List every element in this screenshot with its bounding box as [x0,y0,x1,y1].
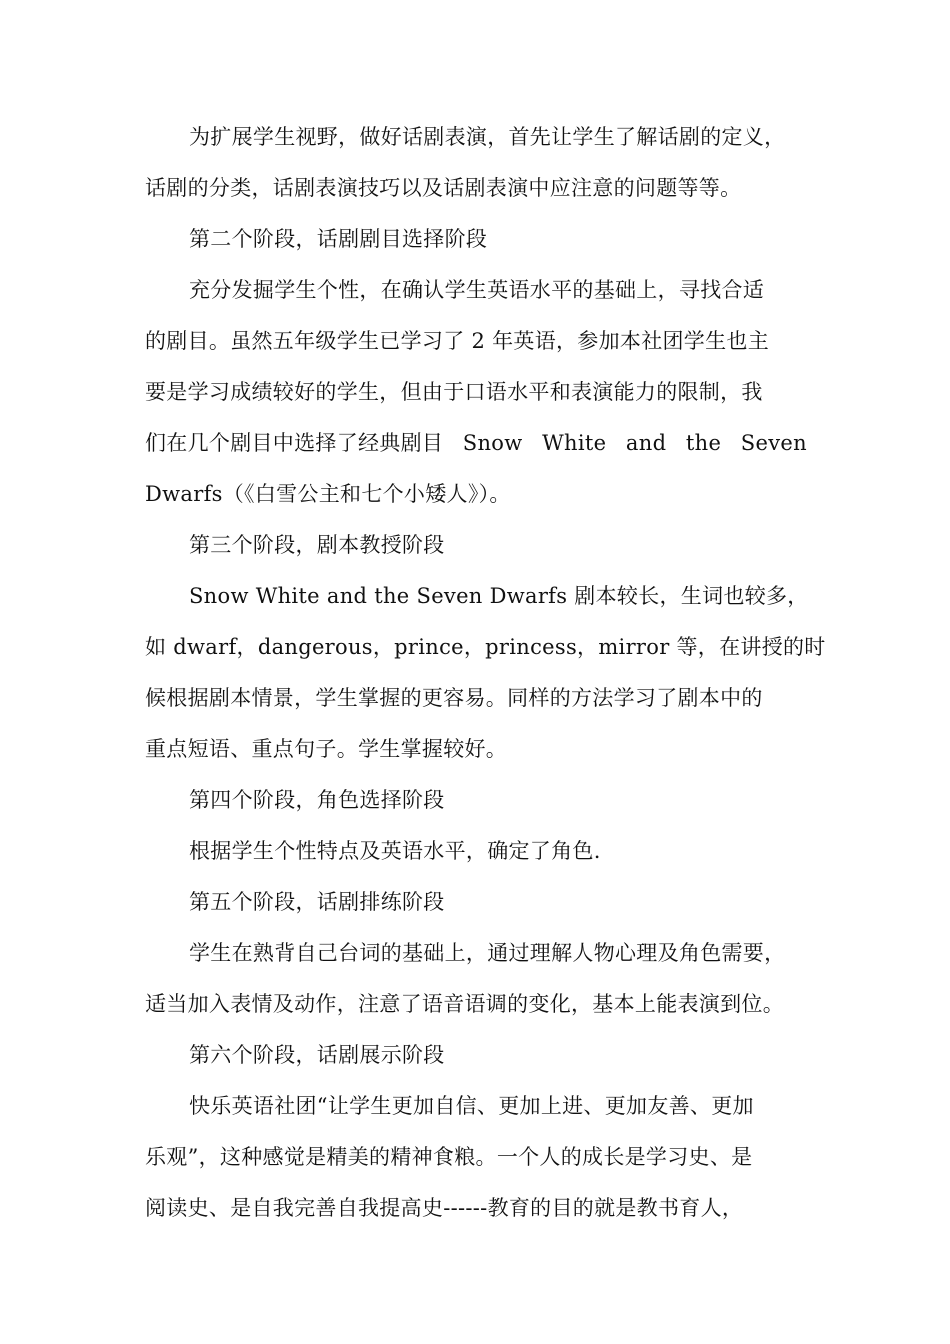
paragraph-line: 阅读史、是自我完善自我提高史------教育的目的就是教书育人， [145,1196,744,1220]
line-segment: Snow [462,431,523,455]
section-heading: 第三个阶段，剧本教授阶段 [189,533,445,557]
paragraph-line: 充分发掘学生个性，在确认学生英语水平的基础上，寻找合适 [189,278,765,302]
paragraph-line: 要是学习成绩较好的学生，但由于口语水平和表演能力的限制，我 [145,380,763,404]
section-heading: 第六个阶段，话剧展示阶段 [189,1043,445,1067]
section-heading: 第五个阶段，话剧排练阶段 [189,890,445,914]
paragraph-line: 的剧目。虽然五年级学生已学习了 2 年英语，参加本社团学生也主 [145,329,770,353]
paragraph-line: 乐观”，这种感觉是精美的精神食粮。一个人的成长是学习史、是 [145,1145,753,1169]
paragraph-line: 如 dwarf，dangerous，prince，princess，mirror 等，在讲授的时 [145,635,826,659]
paragraph-line: 根据学生个性特点及英语水平，确定了角色. [189,839,601,863]
line-segment: White [542,431,607,455]
paragraph-line: 候根据剧本情景，学生掌握的更容易。同样的方法学习了剧本中的 [145,686,763,710]
paragraph-line: 快乐英语社团“让学生更加自信、更加上进、更加友善、更加 [189,1094,754,1118]
section-heading: 第四个阶段，角色选择阶段 [189,788,445,812]
line-segment: Seven [740,431,807,455]
paragraph-line: 重点短语、重点句子。学生掌握较好。 [145,737,508,761]
paragraph-line: 话剧的分类，话剧表演技巧以及话剧表演中应注意的问题等等。 [145,176,742,200]
line-segment: 们在几个剧目中选择了经典剧目 [145,431,444,455]
paragraph-line: Snow White and the Seven Dwarfs 剧本较长，生词也较多， [189,584,809,608]
paragraph-line: 适当加入表情及动作，注意了语音语调的变化，基本上能表演到位。 [145,992,784,1016]
paragraph-line [145,423,807,463]
paragraph-line: 为扩展学生视野，做好话剧表演，首先让学生了解话剧的定义， [189,125,786,149]
line-segment: the [685,431,722,455]
paragraph-line: 学生在熟背自己台词的基础上，通过理解人物心理及角色需要， [189,941,786,965]
line-segment: and [625,431,667,455]
paragraph-line: Dwarfs（《白雪公主和七个小矮人》）。 [145,482,511,506]
section-heading: 第二个阶段，话剧剧目选择阶段 [189,227,488,251]
